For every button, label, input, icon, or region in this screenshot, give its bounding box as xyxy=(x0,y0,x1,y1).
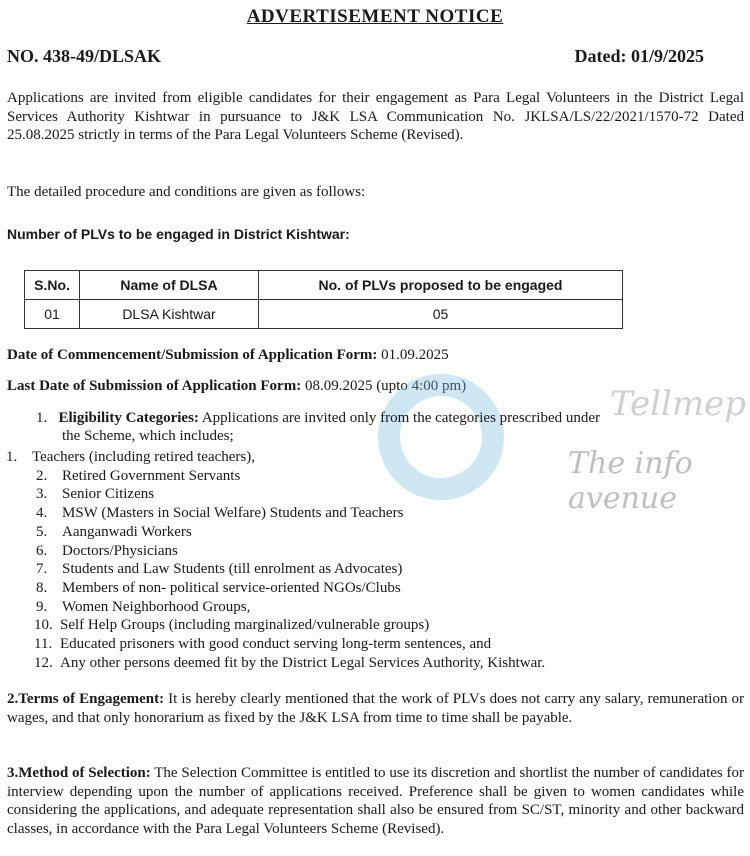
list-item-number: 1. xyxy=(6,449,18,465)
eligibility-text-cont: the Scheme, which includes; xyxy=(62,428,234,444)
reference-line xyxy=(7,46,704,67)
list-item-number: 3. xyxy=(36,486,48,503)
list-item-number: 2. xyxy=(36,467,48,484)
table-row xyxy=(25,300,623,329)
list-item-number: 7. xyxy=(36,561,48,578)
list-item-number: 10. xyxy=(34,617,53,634)
list-item-text: Aanganwadi Workers xyxy=(62,523,192,540)
commencement-date: Date of Commencement/Submission of Application Form: 01.09.2025 xyxy=(7,347,449,363)
list-item-number: 9. xyxy=(36,598,48,615)
watermark-logo-icon xyxy=(378,374,504,500)
list-item-text: Self Help Groups (including marginalized/vulnerable groups) xyxy=(60,617,430,634)
list-item-text: Any other persons deemed fit by the District Legal Services Authority, Kishtwar. xyxy=(60,654,546,671)
col-plvs: No. of PLVs proposed to be engaged xyxy=(259,271,623,300)
last-date: Last Date of Submission of Application Form: 08.09.2025 (upto 4:00 pm) xyxy=(7,378,467,394)
list-item xyxy=(36,467,240,486)
list-item xyxy=(36,598,250,617)
list-item-text: Educated prisoners with good conduct serving long-term sentences, and xyxy=(60,636,492,652)
notice-date: Dated: 01/9/2025 xyxy=(574,46,704,66)
cell-dlsa: DLSA Kishtwar xyxy=(80,300,259,329)
cell-sno: 01 xyxy=(25,300,80,329)
plv-heading: Number of PLVs to be engaged in District Kishtwar: xyxy=(7,226,350,242)
list-item xyxy=(36,579,401,598)
list-item xyxy=(36,560,402,579)
cell-plvs: 05 xyxy=(259,300,623,329)
procedure-text: The detailed procedure and conditions are given as follows: xyxy=(7,184,366,200)
notice-number: NO. 438-49/DLSAK xyxy=(7,46,162,66)
eligibility-section: 1. Eligibility Categories: Applications are invited only from the categories prescribed under xyxy=(36,410,601,426)
list-item-text: Students and Law Students (till enrolment as Advocates) xyxy=(62,561,403,578)
list-item-text: Doctors/Physicians xyxy=(62,542,178,559)
terms-paragraph: 2.Terms of Engagement: It is hereby clearly mentioned that the work of PLVs does not carry any salary, remuneration or wages, and that only honorarium as fixed by the J&K LSA from time to time shall be payable. xyxy=(7,691,745,726)
intro-paragraph: Applications are invited from eligible candidates for their engagement as Para Legal Volunteers in the District Legal Services Authority Kishtwar in pursuance to J&K LSA Communication No. JKLSA/LS/22/2021/1570-72 Dated 25.08.2025 strictly in terms of the Para Legal Volunteers Scheme (Revised). xyxy=(7,90,744,143)
list-item xyxy=(36,523,192,542)
list-item-number: 8. xyxy=(36,579,48,596)
list-item xyxy=(6,448,255,467)
watermark-tagline: The info avenue xyxy=(568,446,693,516)
list-item-text: Retired Government Servants xyxy=(62,467,241,484)
list-item xyxy=(36,504,403,523)
list-item-number: 5. xyxy=(36,523,48,540)
list-item xyxy=(34,635,491,654)
list-item-text: MSW (Masters in Social Welfare) Students and Teachers xyxy=(62,505,404,522)
selection-paragraph: 3.Method of Selection: The Selection Committee is entitled to use its discretion and shortlist the number of candidates for interview depending upon the number of applications received. Preference shall be given to women candidates while considering the applications, and adequate representation shall also be ensured from SC/ST, minority and other backward classes, in accordance with the Para Legal Volunteers Scheme (Revised). xyxy=(7,765,744,837)
list-item-text: Senior Citizens xyxy=(62,486,155,503)
plv-table xyxy=(24,270,623,329)
list-item xyxy=(34,654,545,673)
list-item-text: Teachers (including retired teachers), xyxy=(32,449,256,465)
col-dlsa: Name of DLSA xyxy=(80,271,259,300)
list-item xyxy=(36,542,178,561)
list-item-number: 11. xyxy=(34,636,53,652)
notice-title: ADVERTISEMENT NOTICE xyxy=(246,6,504,27)
list-item-text: Women Neighborhood Groups, xyxy=(62,598,251,615)
list-item-number: 6. xyxy=(36,542,48,559)
table-header-row xyxy=(25,271,623,300)
list-item-number: 12. xyxy=(34,654,53,671)
list-item-number: 4. xyxy=(36,505,48,522)
list-item-text: Members of non- political service-oriented NGOs/Clubs xyxy=(62,579,401,596)
list-item xyxy=(34,616,429,635)
watermark-signature: Tellmep xyxy=(610,384,747,424)
list-item xyxy=(36,485,154,504)
col-sno: S.No. xyxy=(25,271,80,300)
